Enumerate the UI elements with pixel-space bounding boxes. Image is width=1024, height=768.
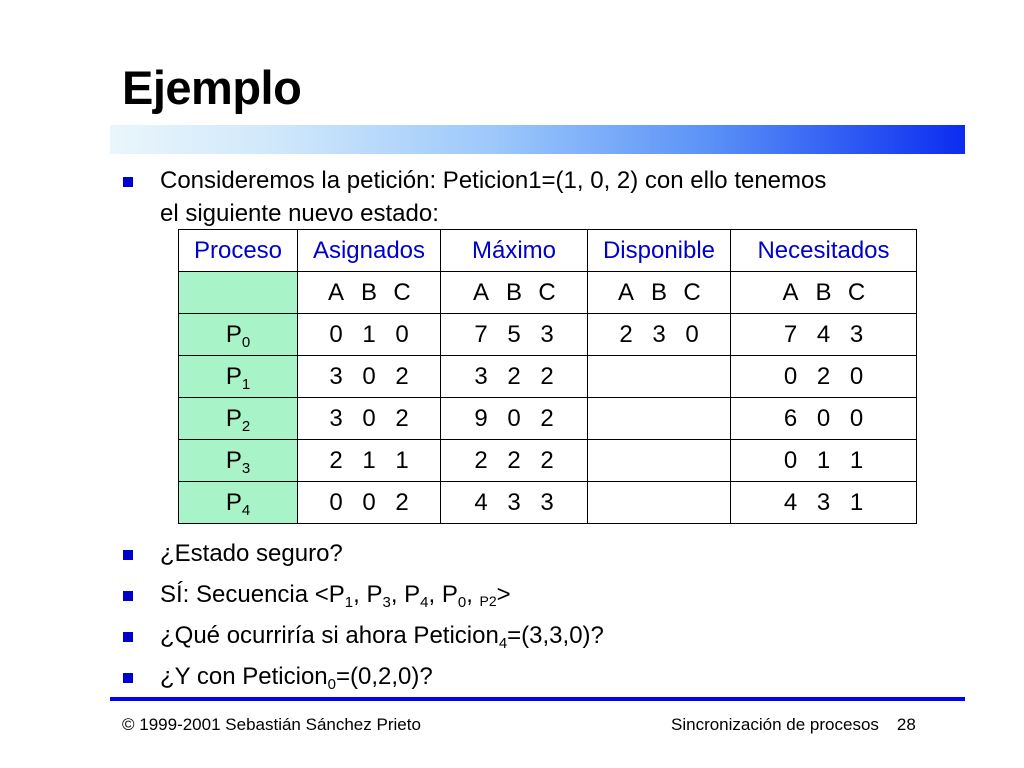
asignados-value: 1 bbox=[362, 320, 376, 348]
maximo-value: 9 bbox=[474, 404, 488, 432]
necesitados-value: 1 bbox=[849, 488, 864, 516]
disponible-value: 0 bbox=[685, 320, 699, 348]
maximo-value: 3 bbox=[540, 488, 554, 516]
asignados-value: 0 bbox=[329, 320, 343, 348]
table-row bbox=[179, 398, 917, 440]
necesitados-value: 0 bbox=[849, 404, 864, 432]
bullet-square-icon bbox=[123, 591, 133, 601]
process-rows bbox=[179, 314, 917, 524]
necesitados-value: 4 bbox=[816, 320, 831, 348]
asignados-value: 0 bbox=[329, 488, 343, 516]
disponible-cell bbox=[588, 356, 731, 398]
bullet-square-icon bbox=[123, 177, 133, 187]
maximo-cell bbox=[441, 356, 588, 398]
asignados-value: 3 bbox=[329, 404, 343, 432]
slide-title: Ejemplo bbox=[122, 61, 302, 114]
asignados-value: 2 bbox=[395, 404, 409, 432]
maximo-value: 5 bbox=[507, 320, 521, 348]
maximo-value: 2 bbox=[507, 362, 521, 390]
maximo-value: 3 bbox=[507, 488, 521, 516]
header-necesitados: Necesitados bbox=[731, 230, 917, 272]
bullet-secuencia: SÍ: Secuencia $<P_1$, $P_3$, $P_4$, $P_0$, $_{P2}$> bbox=[160, 581, 511, 611]
process-name-cell: $P_1$ bbox=[179, 356, 298, 398]
letters-maximo: A B C bbox=[441, 272, 588, 314]
bullet-square-icon bbox=[123, 673, 133, 683]
necesitados-cell bbox=[731, 482, 917, 524]
header-maximo: Máximo bbox=[441, 230, 588, 272]
empty-process-cell bbox=[179, 272, 298, 314]
bullet-estado-seguro: ¿Estado seguro? bbox=[160, 540, 343, 567]
footer-topic bbox=[671, 715, 916, 735]
disponible-value: 3 bbox=[652, 320, 666, 348]
state-table bbox=[178, 229, 917, 524]
asignados-value: 0 bbox=[362, 488, 376, 516]
footer-topic-label: Sincronización de procesos bbox=[671, 715, 879, 734]
necesitados-value: 4 bbox=[783, 488, 798, 516]
asignados-value: 3 bbox=[329, 362, 343, 390]
resource-letters-row bbox=[179, 272, 917, 314]
asignados-value: 1 bbox=[362, 446, 376, 474]
header-disponible: Disponible bbox=[588, 230, 731, 272]
disponible-cell bbox=[588, 440, 731, 482]
letters-disponible: A B C bbox=[588, 272, 731, 314]
asignados-value: 2 bbox=[329, 446, 343, 474]
footer-copyright: © 1999-2001 Sebastián Sánchez Prieto bbox=[122, 715, 421, 734]
asignados-value: 0 bbox=[362, 362, 376, 390]
table-row bbox=[179, 482, 917, 524]
process-name-cell: $P_3$ bbox=[179, 440, 298, 482]
bullet-square-icon bbox=[123, 550, 133, 560]
maximo-cell bbox=[441, 398, 588, 440]
asignados-cell bbox=[298, 314, 441, 356]
necesitados-value: 0 bbox=[816, 404, 831, 432]
necesitados-cell bbox=[731, 314, 917, 356]
maximo-cell bbox=[441, 482, 588, 524]
asignados-value: 0 bbox=[362, 404, 376, 432]
asignados-cell bbox=[298, 356, 441, 398]
process-name-cell: $P_4$ bbox=[179, 482, 298, 524]
disponible-value: 2 bbox=[619, 320, 633, 348]
asignados-cell bbox=[298, 482, 441, 524]
necesitados-value: 0 bbox=[783, 362, 798, 390]
necesitados-value: 6 bbox=[783, 404, 798, 432]
maximo-value: 2 bbox=[474, 446, 488, 474]
letters-asignados: A B C bbox=[298, 272, 441, 314]
necesitados-value: 0 bbox=[783, 446, 798, 474]
necesitados-value: 0 bbox=[849, 362, 864, 390]
necesitados-value: 3 bbox=[849, 320, 864, 348]
bullet-square-icon bbox=[123, 632, 133, 642]
maximo-value: 3 bbox=[540, 320, 554, 348]
table-row bbox=[179, 440, 917, 482]
footer-rule bbox=[110, 697, 965, 701]
necesitados-cell bbox=[731, 440, 917, 482]
necesitados-value: 2 bbox=[816, 362, 831, 390]
maximo-cell bbox=[441, 314, 588, 356]
disponible-cell bbox=[588, 314, 731, 356]
header-proceso: Proceso bbox=[179, 230, 298, 272]
bullet-peticion0: ¿Y con Peticion$_0$=(0,2,0)? bbox=[160, 663, 433, 693]
page-number: 28 bbox=[896, 715, 916, 734]
header-asignados: Asignados bbox=[298, 230, 441, 272]
process-name-cell: $P_2$ bbox=[179, 398, 298, 440]
disponible-cell bbox=[588, 482, 731, 524]
maximo-value: 3 bbox=[474, 362, 488, 390]
necesitados-value: 7 bbox=[783, 320, 798, 348]
necesitados-cell bbox=[731, 356, 917, 398]
necesitados-value: 1 bbox=[849, 446, 864, 474]
asignados-value: 2 bbox=[395, 488, 409, 516]
maximo-value: 2 bbox=[507, 446, 521, 474]
table-row bbox=[179, 314, 917, 356]
asignados-value: 0 bbox=[395, 320, 409, 348]
process-name-cell: $P_0$ bbox=[179, 314, 298, 356]
asignados-value: 1 bbox=[395, 446, 409, 474]
table-row bbox=[179, 356, 917, 398]
intro-line-2: el siguiente nuevo estado: bbox=[160, 200, 439, 227]
maximo-value: 4 bbox=[474, 488, 488, 516]
asignados-cell bbox=[298, 440, 441, 482]
letters-necesitados: A B C bbox=[731, 272, 917, 314]
title-gradient-bar bbox=[110, 125, 965, 154]
asignados-cell bbox=[298, 398, 441, 440]
necesitados-value: 3 bbox=[816, 488, 831, 516]
disponible-cell bbox=[588, 398, 731, 440]
maximo-value: 2 bbox=[540, 446, 554, 474]
maximo-cell bbox=[441, 440, 588, 482]
necesitados-value: 1 bbox=[816, 446, 831, 474]
maximo-value: 2 bbox=[540, 404, 554, 432]
maximo-value: 7 bbox=[474, 320, 488, 348]
intro-line-1: Consideremos la petición: Peticion1=(1, 0, 2) con ello tenemos bbox=[160, 167, 827, 194]
maximo-value: 2 bbox=[540, 362, 554, 390]
maximo-value: 0 bbox=[507, 404, 521, 432]
bullet-peticion4: ¿Qué ocurriría si ahora Peticion$_4$=(3,3,0)? bbox=[160, 622, 604, 652]
table-header-row bbox=[179, 230, 917, 272]
asignados-value: 2 bbox=[395, 362, 409, 390]
necesitados-cell bbox=[731, 398, 917, 440]
